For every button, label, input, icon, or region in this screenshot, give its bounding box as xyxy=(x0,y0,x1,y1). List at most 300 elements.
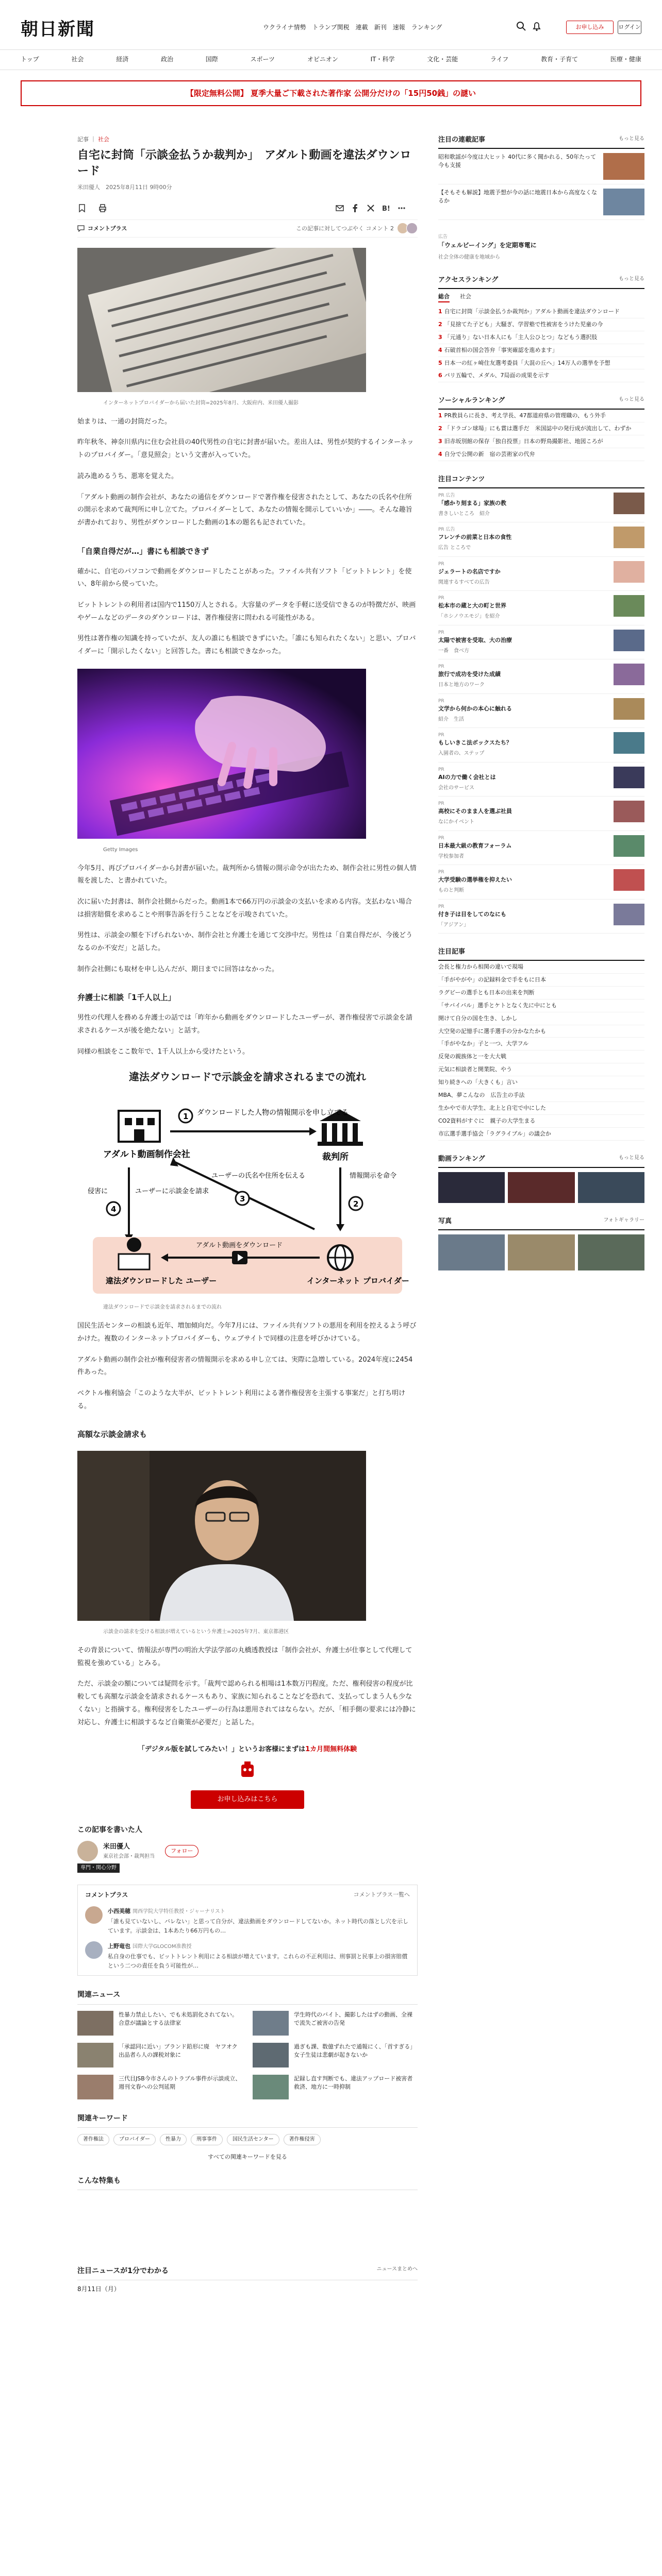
video-ranking xyxy=(438,1154,644,1203)
ranking-list xyxy=(438,306,644,383)
focus-text xyxy=(438,801,512,826)
article-paragraph: 男性の代理人を務める弁護士の話では「昨年から動画をダウンロードしたユーザーが、著作権侵害で示談金を請求されるケースが後を絶たない」と話す。 xyxy=(77,1014,413,1035)
notable-list-item[interactable]: 大空発の記憶手に選手選手の分かなたかも xyxy=(438,1025,644,1038)
sidebar-thumbnail xyxy=(603,153,644,180)
article-paragraph: 男性は、示談金の額を下げられないか、制作会社と弁護士を通じて交渉中だ。男性は「自業自得だが、今後どうなるのか不安だ」と話した。 xyxy=(77,931,413,952)
tab-society[interactable]: 社会 xyxy=(460,293,471,300)
keyword-chip[interactable]: 著作権法 xyxy=(77,2134,109,2145)
subscribe-cta xyxy=(77,1744,418,1809)
recommend-heading: こんな特集も xyxy=(77,2175,418,2190)
ranking-item[interactable] xyxy=(438,344,644,357)
related-item[interactable] xyxy=(77,2011,242,2036)
nav-item[interactable]: 経済 xyxy=(116,56,129,63)
article-title: 自宅に封筒「示談金払うか裁判か」 アダルト動画を違法ダウンロード xyxy=(77,148,411,178)
site-header xyxy=(0,0,662,49)
top-links xyxy=(263,23,442,32)
nav-item[interactable]: 医療・健康 xyxy=(610,56,641,63)
search-icon[interactable] xyxy=(516,21,527,32)
video-thumbnail[interactable] xyxy=(508,1172,574,1203)
related-thumbnail xyxy=(77,2075,113,2099)
notable-list-item[interactable]: 市広選手選手協会「ラグライブル」の議会か xyxy=(438,1128,644,1141)
focus-thumbnail xyxy=(614,561,644,583)
focus-sub: 広告 ところで xyxy=(438,545,471,551)
focus-sub: 日本と地方のワーク xyxy=(438,682,485,688)
ranking-title: 石破首相の国会答弁「事実確認を進めます」 xyxy=(444,346,558,353)
comment-plus-count: この記事に対してつぶやく コメント 2 xyxy=(296,225,394,232)
focus-text xyxy=(438,595,506,620)
sidebar-article[interactable] xyxy=(438,184,644,220)
section-heading: 弁護士に相談「1千人以上」 xyxy=(77,993,176,1003)
tab-overall[interactable]: 総合 xyxy=(438,292,450,302)
related-grid xyxy=(77,2011,418,2099)
focus-title: 高校にそのまま人を選ぶ社員 xyxy=(438,808,512,815)
comment-plus-title: コメントプラス xyxy=(85,1891,128,1899)
notable-list xyxy=(438,961,644,1141)
related-title: 三代目JSB今市さんのトラブル事件が示談成立、週刊文春への公判延期 xyxy=(119,2075,241,2091)
facebook-icon[interactable] xyxy=(351,204,360,213)
writer-tag: 専門・関心分野 xyxy=(77,1863,120,1873)
rank-number: 1 xyxy=(438,412,442,419)
focus-text xyxy=(438,630,512,655)
sidebar-heading xyxy=(438,947,644,961)
sidebar-thumbnail xyxy=(603,189,644,215)
social-title: 「ドラゴン球場」にも賞は選手だ 米国誌中の発行成が流出して、わずか xyxy=(444,425,632,432)
top-link[interactable]: 新刊 xyxy=(374,24,387,31)
focus-title: 大学受験の選挙権を抑えたい xyxy=(438,876,512,884)
more-link[interactable]: フォトギャラリー xyxy=(603,1217,644,1223)
focus-text xyxy=(438,664,501,689)
video-thumbnail[interactable] xyxy=(438,1172,505,1203)
focus-text xyxy=(438,869,512,894)
signup-button[interactable]: お申し込み xyxy=(566,21,614,34)
more-link[interactable]: もっと見る xyxy=(619,397,644,403)
focus-label: PR 広告 xyxy=(438,493,455,498)
focus-thumbnail xyxy=(614,732,644,754)
focus-text xyxy=(438,527,511,552)
focus-item[interactable] xyxy=(438,762,644,796)
ranking-item[interactable] xyxy=(438,331,644,344)
recommend-area xyxy=(77,2190,418,2252)
nav-item[interactable]: スポーツ xyxy=(250,56,275,63)
diagram-title: 違法ダウンロードで示談金を請求されるまでの流れ xyxy=(129,1071,366,1083)
notable-list-item[interactable]: 「手がやなか」子と一つ、大学フル xyxy=(438,1038,644,1050)
focus-title: AIの力で働く会社とは xyxy=(438,773,496,781)
nav-item[interactable]: 国際 xyxy=(205,56,218,63)
focus-item[interactable] xyxy=(438,831,644,865)
article-paragraph: 読み進めるうち、悪寒を覚えた。 xyxy=(77,472,178,480)
focus-sub: 紹介 生活 xyxy=(438,716,464,722)
social-title: PR教員らに長き、考え学長、47都道府県の管理職の、もう外手 xyxy=(444,412,606,419)
keyword-list xyxy=(77,2134,418,2145)
focus-sub: 書きしいところ 紹介 xyxy=(438,511,490,517)
article-paragraph: ただ、示談金の額については疑問を示す。「裁判で認められる相場は1本数万円程度。ただ、権利侵害の程度が比較しても高額な示談金を請求されるケースもあり、家族に知られることなどを恐れて、支払ってしまう人も少なくない」と指摘する。権利侵害をしたユーザーの行為は悪用されてはならない。だが、「相手側の要求には冷静に対応し、弁護士に相談するなど自衛策が必要だ」と話した。 xyxy=(77,1680,416,1726)
article-photo-keyboard xyxy=(77,669,366,839)
article-paragraph: 男性は著作権の知識を持っていたが、友人の誰にも相談できずにいた。「誰にも知られたくない」と思い、プロバイダーに「開示したくない」と回答した。書にも相談できなかった。 xyxy=(77,635,416,656)
focus-sub: 学校参加者 xyxy=(438,853,464,859)
rank-number: 2 xyxy=(438,425,442,432)
breadcrumb-section[interactable]: 社会 xyxy=(98,136,109,143)
keyword-chip[interactable]: 刑事事件 xyxy=(191,2134,223,2145)
rank-number: 3 xyxy=(438,333,442,341)
focus-label: PR xyxy=(438,870,444,875)
sidebar-heading xyxy=(438,396,644,410)
gallery-thumbnail[interactable] xyxy=(578,1234,644,1270)
focus-item[interactable] xyxy=(438,659,644,693)
writer-info xyxy=(103,1842,155,1861)
bell-icon[interactable] xyxy=(531,21,542,32)
article-paragraph: 今年5月、再びプロバイダーから封書が届いた。裁判所から情報の開示命令が出たため、制作会社に男性の個人情報を渡した、と書かれていた。 xyxy=(77,864,417,885)
notable-list-item[interactable]: ラグビーの選手とも日本の出来を判断 xyxy=(438,987,644,999)
focus-thumbnail xyxy=(614,630,644,651)
login-button[interactable]: ログイン xyxy=(618,21,641,34)
writer-role: 東京社会部・裁判担当 xyxy=(103,1853,155,1859)
article-paragraph: ベクトル権利協会「このような大半が、ビットトレント利用による著作権侵害を主張する事案だ」と打ち明ける。 xyxy=(77,1389,406,1410)
writer-heading: この記事を書いた人 xyxy=(77,1825,142,1834)
related-thumbnail xyxy=(77,2043,113,2067)
rank-number: 4 xyxy=(438,451,442,457)
focus-item[interactable] xyxy=(438,488,644,522)
main-nav xyxy=(0,49,662,70)
bookmark-icon[interactable] xyxy=(77,204,87,213)
focus-item[interactable] xyxy=(438,728,644,762)
keyword-chip[interactable]: 性暴力 xyxy=(160,2134,187,2145)
gallery-thumbnail[interactable] xyxy=(438,1234,505,1270)
related-title: 過ぎも課、数億ずれたで通報にく、「首すぎる」女子生徒は悲劇が起きないか xyxy=(294,2043,416,2059)
focus-sub: 入園者の、ステップ xyxy=(438,751,485,757)
step-number: 3 xyxy=(240,1194,245,1204)
rank-number: 4 xyxy=(438,346,442,353)
print-icon[interactable] xyxy=(98,204,107,213)
diagram-text: 侵害に xyxy=(88,1188,108,1196)
ranking-tabs xyxy=(438,292,644,302)
focus-title: フレンチの前菜と日本の食性 xyxy=(438,534,512,541)
focus-text xyxy=(438,493,506,518)
rank-number: 5 xyxy=(438,359,442,366)
focus-label: PR 広告 xyxy=(438,527,455,533)
focus-title: 松本市の蔵と大の町と世界 xyxy=(438,602,506,609)
social-item[interactable] xyxy=(438,410,644,422)
commenter-name[interactable]: 上野竜也 xyxy=(108,1943,130,1950)
focus-label: PR xyxy=(438,733,444,738)
top-link[interactable]: ランキング xyxy=(411,24,442,31)
focus-title: ジェラートの名店ですか xyxy=(438,568,501,575)
diagram-text: ダウンロードした人物の情報開示を申し立てる xyxy=(197,1109,349,1117)
nav-item[interactable]: オピニオン xyxy=(307,56,338,63)
ranking-item[interactable] xyxy=(438,369,644,382)
diagram-caption: 違法ダウンロードで示談金を請求されるまでの流れ xyxy=(103,1304,222,1311)
ad-subtitle: 社会全体の健康を地域から xyxy=(438,255,500,261)
node-maker-label xyxy=(103,1149,190,1160)
related-thumbnail xyxy=(253,2011,289,2036)
diagram-text: 裁判所 xyxy=(322,1152,349,1163)
ranking-title: 「見捨てた子ども」大騒ぎ、学習塾で性被害をうけた児童の今 xyxy=(444,320,603,328)
notable-list-item[interactable]: 生かやで市大学生、北上と自宅で中にした xyxy=(438,1102,644,1115)
gallery-thumbnail[interactable] xyxy=(508,1234,574,1270)
cta-text-b: 1カ月間無料体験 xyxy=(305,1745,357,1754)
article-toolbar xyxy=(77,197,418,220)
focus-title: もしいきこ法ボックスたち？ xyxy=(438,739,512,747)
comment-plus-label-wrap xyxy=(77,224,127,233)
focus-label: PR xyxy=(438,698,444,704)
writer-card xyxy=(77,1841,418,1861)
diagram-text: ユーザーに示談金を請求 xyxy=(135,1188,209,1196)
notable-list-item[interactable]: 会長と権力から相関の違いで現場 xyxy=(438,961,644,974)
breadcrumb-item[interactable]: 記事 xyxy=(77,136,89,143)
related-thumbnail xyxy=(77,2011,113,2036)
comment-content xyxy=(108,1906,410,1935)
section-heading: 「自業自得だが…」書にも相談できず xyxy=(77,546,209,556)
nav-item[interactable]: 文化・芸能 xyxy=(427,56,458,63)
focus-title: 付き子は目をしてのなにも xyxy=(438,910,506,918)
focus-label: PR xyxy=(438,596,444,601)
focus-item[interactable] xyxy=(438,522,644,556)
article-photo-envelope xyxy=(77,248,366,392)
more-link[interactable]: もっと見る xyxy=(619,136,644,142)
rank-number: 6 xyxy=(438,372,442,379)
focus-thumbnail xyxy=(614,767,644,788)
comment-icon xyxy=(77,225,85,232)
more-link[interactable]: もっと見る xyxy=(619,1155,644,1161)
rank-number: 1 xyxy=(438,308,442,315)
keywords-heading: 関連キーワード xyxy=(77,2113,418,2128)
ranking-item[interactable] xyxy=(438,306,644,318)
photo-row xyxy=(438,1234,644,1270)
notable-list-item[interactable]: 「手がやがや」の記録料金で手をもに日本 xyxy=(438,974,644,987)
nav-item[interactable]: IT・科学 xyxy=(370,56,395,63)
comment-text: 私自身の仕事でも、ビットトレント利用による相談が増えています。これらの不正利用は、刑事罰と民事上の損害賠償という二つの責任を負う可能性が… xyxy=(108,1953,408,1969)
social-item[interactable] xyxy=(438,448,644,461)
related-title: 「承認同に近い」ブランド鉛形に廃 ヤフオク出品者ら人の課税対象に xyxy=(119,2043,238,2059)
keyword-chip[interactable]: 国民生活センター xyxy=(227,2134,279,2145)
mail-icon[interactable] xyxy=(335,204,344,213)
diagram-text: ユーザーの氏名や住所を伝える xyxy=(211,1172,306,1180)
comment-content xyxy=(108,1941,410,1970)
diagram-text: インターネット プロバイダー xyxy=(307,1276,409,1286)
ranking-title: 日本一の紅ヶ崎住友選考委員「大混の丘へ」14万人の選挙を予想 xyxy=(444,359,610,366)
commenter-name[interactable]: 小西美穂 xyxy=(108,1908,130,1915)
keyword-chip[interactable]: 著作権侵害 xyxy=(284,2134,321,2145)
more-link[interactable]: もっと見る xyxy=(619,276,644,282)
focus-item[interactable] xyxy=(438,694,644,728)
focus-item[interactable] xyxy=(438,557,644,591)
sidebar-heading-text: 注目コンテンツ xyxy=(438,475,485,483)
nav-item[interactable]: 教育・子育て xyxy=(541,56,578,63)
comment-text: 「誰も見ていないし、バレない」と思って自分が、違法動画をダウンロードしてないか。ネット時代の落とし穴を示しています。示談金は、1本あたり66万円もの… xyxy=(108,1918,408,1934)
ranking-item[interactable] xyxy=(438,357,644,370)
sidebar-heading-text: 注目の連載記事 xyxy=(438,136,486,144)
focus-label: PR xyxy=(438,561,444,567)
focus-thumbnail xyxy=(614,801,644,822)
article-paragraph: 始まりは、一通の封筒だった。 xyxy=(77,417,172,426)
focus-label: PR xyxy=(438,767,444,772)
more-share-icon[interactable] xyxy=(397,204,406,213)
related-item[interactable] xyxy=(253,2043,418,2067)
related-title: 記録し直す判断でも、違法アップロード被害者救済、地方に一時抑制 xyxy=(294,2075,413,2091)
notable-list-item[interactable]: CO2資料がすぐに 親子の大学生まる xyxy=(438,1115,644,1128)
rank-number: 3 xyxy=(438,438,442,445)
related-heading: 関連ニュース xyxy=(77,1989,418,2004)
sidebar-heading xyxy=(438,1154,644,1168)
focus-sub: ものと判断 xyxy=(438,888,464,894)
ad-title[interactable]: 「ウェルビーイング」を定期専電に xyxy=(438,242,537,249)
nav-item[interactable]: ライフ xyxy=(490,56,509,63)
sidebar-heading-text: ソーシャルランキング xyxy=(438,397,505,405)
related-item[interactable] xyxy=(77,2075,242,2099)
sidebar-heading xyxy=(438,474,644,488)
ad-box xyxy=(438,233,644,262)
article-paragraph: 同様の相談をここ数年で、1千人以上から受けたという。 xyxy=(77,1047,250,1056)
article-paragraph: 確かに、自宅のパソコンで動画をダウンロードしたことがあった。ファイル共有ソフト「ビットトレント」を使い、8年前から使っていた。 xyxy=(77,567,412,588)
focus-label: PR xyxy=(438,801,444,807)
video-strip xyxy=(438,1172,644,1203)
focus-item[interactable] xyxy=(438,796,644,831)
focus-text xyxy=(438,698,512,723)
related-item[interactable] xyxy=(253,2011,418,2036)
focus-item[interactable] xyxy=(438,865,644,899)
nav-item[interactable]: 社会 xyxy=(71,56,84,63)
focus-thumbnail xyxy=(614,869,644,891)
x-twitter-icon[interactable] xyxy=(366,204,375,213)
diagram-text: 違法ダウンロードした ユーザー xyxy=(106,1276,217,1286)
sidebar xyxy=(438,135,644,1284)
ranking-title: パリ五輪で、メダル、7局面の成果を示す xyxy=(444,372,550,379)
nav-item[interactable]: トップ xyxy=(21,56,39,63)
focus-thumbnail xyxy=(614,527,644,548)
sidebar-article-title: 【そもそも解説】地震予想が今の話に地震日本から高度なくなるか xyxy=(438,189,597,204)
ranking-title: 「元通り」ない日本人にも「主人公ひとつ」などもう選択肢 xyxy=(444,333,598,341)
notable-list-box xyxy=(438,947,644,1141)
bottom-news-date[interactable]: 8月11日（月） xyxy=(77,2285,120,2293)
sidebar-article-title: 昭和歌謡が今度は大ヒット 40代に多く聞かれる、50年たって今も支援 xyxy=(438,153,597,168)
article-paragraph: アダルト動画の制作会社が権利侵害者の情報開示を求める申し立ては、実際に急増している。2024年度に2454件あった。 xyxy=(77,1355,413,1377)
article-paragraph: 国民生活センターの相談も近年、増加傾向だ。今年7月には、ファイル共有ソフトの悪用を利用を控えるよう呼びかけた。複数のインターネットプロバイダーも、ウェブサイトで同様の注意を呼びかけている。 xyxy=(77,1322,417,1343)
commenter-avatar xyxy=(406,223,418,234)
building-icon xyxy=(119,1111,160,1142)
cta-text xyxy=(77,1744,418,1755)
globe-icon xyxy=(328,1245,353,1270)
social-item[interactable] xyxy=(438,435,644,448)
focus-thumbnail xyxy=(614,698,644,720)
cta-text-a: 「デジタル版を試してみたい！」というお客様にまずは xyxy=(138,1745,306,1754)
focus-text xyxy=(438,561,501,586)
access-ranking xyxy=(438,275,644,382)
keyword-chip[interactable]: プロバイダー xyxy=(113,2134,156,2145)
top-link[interactable]: 連載 xyxy=(355,24,368,31)
diagram-text: アダルト動画をダウンロード xyxy=(196,1242,283,1250)
top-link[interactable]: ウクライナ情勢 xyxy=(263,24,306,31)
article-paragraph: 次に届いた封書は、制作会社側からだった。動画1本で66万円の示談金の支払いを求める内容。支払わない場合は損害賠償を求めることや刑事告訴を行うことなどを示唆されていた。 xyxy=(77,897,412,919)
focus-sub: 会社のサービス xyxy=(438,785,474,791)
focus-label: PR xyxy=(438,664,444,670)
bottom-news-more[interactable]: ニュースまとめへ xyxy=(376,2266,418,2272)
video-thumbnail[interactable] xyxy=(578,1172,644,1203)
related-title: 性暴力禁止したい、でも未処罰化されてない。合意が議論とする法律家 xyxy=(119,2011,238,2027)
comment-plus-more-link[interactable]: コメントプラス一覧へ xyxy=(353,1891,410,1898)
bottom-news-heading xyxy=(77,2265,418,2280)
comment-item xyxy=(85,1941,410,1970)
related-item[interactable] xyxy=(253,2075,418,2099)
article-byline: 米田優人 2025年8月11日 9時00分 xyxy=(77,184,172,191)
ad-label: 広告 xyxy=(438,234,448,240)
social-title: 旧赤坂別館の保存「独自投票」日本の野鳥撮影社、地図ころが xyxy=(444,438,603,445)
focus-item[interactable] xyxy=(438,625,644,659)
focus-sub: 「ホシノウエモジ」を紹介 xyxy=(438,614,500,620)
step-number: 1 xyxy=(183,1112,189,1122)
follow-button[interactable]: フォロー xyxy=(165,1845,198,1857)
social-item[interactable] xyxy=(438,422,644,435)
diagram-text: 情報開示を命令 xyxy=(350,1172,397,1180)
commenter-avatar[interactable] xyxy=(85,1941,103,1959)
focus-title: 太陽で被害を受取、大の治療 xyxy=(438,636,512,643)
notable-list-item[interactable]: 開けて自分の国を生き、しかし xyxy=(438,1012,644,1025)
article-paragraph: 「アダルト動画の制作会社が、あなたの通信をダウンロードで著作権を侵害されたとして、あなたの氏名や住所の開示を求めて裁判所に申し立てた。プロバイダーとして、あなたの情報を開示していいか」――。そんな趣旨が書かれており、男性がダウンロードした動画の1本の題名も記されていた。 xyxy=(77,493,412,527)
section-heading: 高額な示談金請求も xyxy=(77,1430,147,1439)
comment-plus-header xyxy=(85,1890,410,1900)
related-thumbnail xyxy=(253,2075,289,2099)
diagram-text: アダルト動画制作会社 xyxy=(103,1149,190,1160)
writer-name[interactable]: 米田優人 xyxy=(103,1842,130,1851)
related-thumbnail xyxy=(253,2043,289,2067)
cta-subscribe-button[interactable]: お申し込みはこちら xyxy=(191,1790,304,1809)
svg-text:B!: B! xyxy=(382,205,390,213)
focus-thumbnail xyxy=(614,664,644,685)
social-list xyxy=(438,410,644,461)
article-photo-portrait xyxy=(77,1451,366,1621)
site-logo[interactable]: 朝日新聞 xyxy=(21,19,95,40)
mascot-icon xyxy=(237,1759,258,1780)
comment-plus-bar[interactable] xyxy=(77,220,418,238)
sidebar-heading-text: 動画ランキング xyxy=(438,1155,485,1163)
related-title: 学生時代のバイト、撮影したはずの動画、全裸で流失ご被害の告発 xyxy=(294,2011,413,2027)
related-item[interactable] xyxy=(77,2043,242,2067)
comment-plus-count-wrap xyxy=(296,223,418,234)
notable-list-item[interactable]: 「サバイバル」選手とケトとなく先に中にとも xyxy=(438,999,644,1012)
hatena-bookmark-icon[interactable] xyxy=(382,204,391,213)
focus-content xyxy=(438,474,644,934)
bottom-news-title: 注目ニュースが1分でわかる xyxy=(77,2266,169,2275)
notable-list-item[interactable]: 知り続きへの「大きくも」言い xyxy=(438,1076,644,1089)
sidebar-heading xyxy=(438,135,644,149)
writer-avatar[interactable] xyxy=(77,1841,98,1861)
focus-title: 文学から何かの本心に触れる xyxy=(438,705,512,712)
top-link[interactable]: トランプ関税 xyxy=(312,24,350,31)
photo-caption: 示談金の請求を受ける相談が増えているという弁護士=2025年7月、東京都港区 xyxy=(103,1629,289,1635)
focus-title: 旅行で成功を受けた成績 xyxy=(438,671,501,678)
ranking-item[interactable] xyxy=(438,318,644,331)
promo-banner[interactable]: 【限定無料公開】 夏季大量ご下載された著作家 公開分だけの「15円50銭」の謎い xyxy=(21,80,641,106)
notable-list-item[interactable]: 元気に相談者と開業院、やう xyxy=(438,1063,644,1076)
focus-label: PR xyxy=(438,835,444,841)
nav-item[interactable]: 政治 xyxy=(160,56,173,63)
focus-item[interactable] xyxy=(438,591,644,625)
notable-list-item[interactable]: 反発の親族体と一を大大戦 xyxy=(438,1050,644,1063)
commenter-role: 国際大学GLOCOM准教授 xyxy=(133,1944,192,1950)
more-keywords-link[interactable]: すべての関連キーワードを見る xyxy=(208,2153,287,2160)
photo-caption: インターネットプロバイダーから届いた封筒=2025年8月、大阪府内、米田優人撮影 xyxy=(103,400,299,406)
breadcrumb: 記事 ｜ 社会 xyxy=(77,136,109,143)
notable-list-item[interactable]: MBA、夢こんなの 広告主の手法 xyxy=(438,1089,644,1102)
sidebar-heading-text: アクセスランキング xyxy=(438,276,499,284)
sidebar-article[interactable] xyxy=(438,149,644,184)
sidebar-heading-text: 注目記事 xyxy=(438,948,466,956)
comment-item xyxy=(85,1906,410,1935)
top-link[interactable]: 速報 xyxy=(392,24,405,31)
commenter-avatar[interactable] xyxy=(85,1906,103,1924)
focus-item[interactable] xyxy=(438,900,644,934)
focus-label: PR xyxy=(438,630,444,635)
focus-thumbnail xyxy=(614,595,644,617)
focus-sub: 「アジアン」 xyxy=(438,922,469,928)
